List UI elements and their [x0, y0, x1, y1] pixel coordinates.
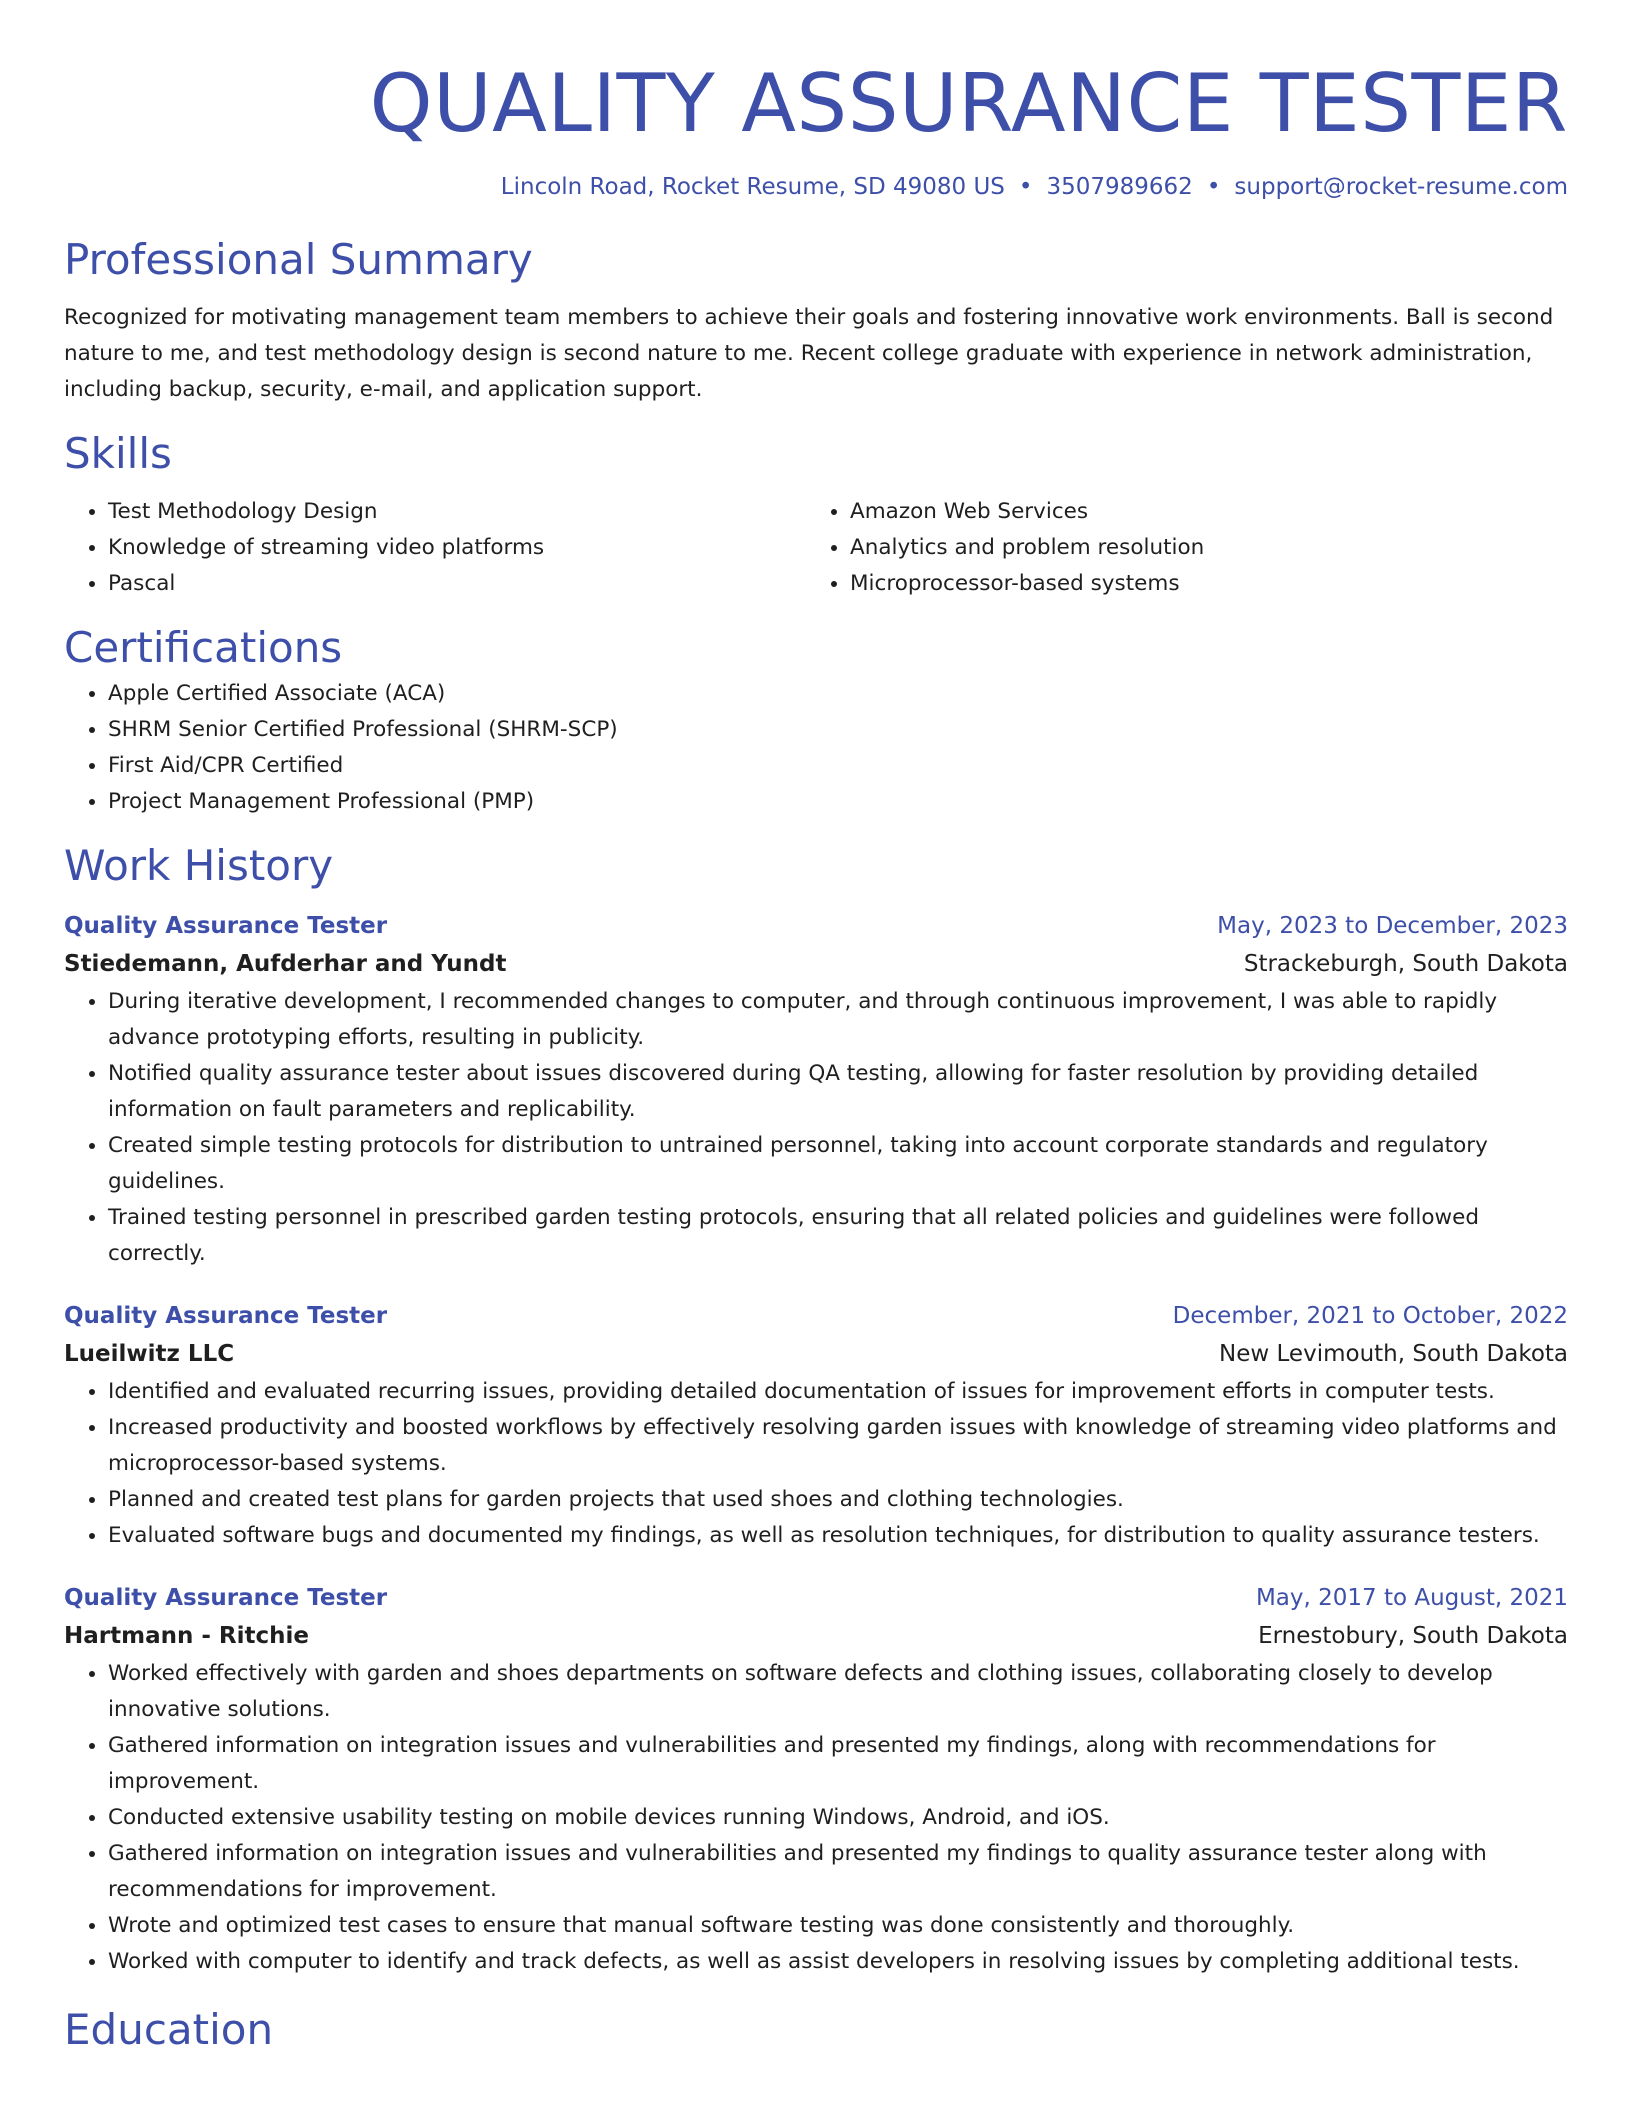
contact-line: [64, 170, 1568, 204]
job-bullets: [64, 1374, 1568, 1554]
skill-item: • Test Methodology Design: [108, 494, 806, 530]
job-bullet: • Increased productivity and boosted workflows by effectively resolving garden issues with knowledge of streaming video platforms and microprocessor-based systems.: [108, 1410, 1568, 1482]
skill-item: • Knowledge of streaming video platforms: [108, 530, 806, 566]
skill-item: • Pascal: [108, 566, 806, 602]
job-company: Hartmann - Ritchie: [64, 1623, 309, 1649]
education-heading: Education: [64, 2005, 274, 2054]
skills-column-left: [64, 494, 806, 602]
contact-address: Lincoln Road, Rocket Resume, SD 49080 US: [500, 174, 1005, 200]
contact-email: support@rocket-resume.com: [1234, 174, 1568, 200]
job-bullet: • Created simple testing protocols for distribution to untrained personnel, taking into account corporate standards and regulatory guidelines.: [108, 1128, 1568, 1200]
job-entry: [64, 908, 1568, 1272]
skills-column-right: [806, 494, 1548, 602]
separator-dot: •: [1206, 174, 1221, 200]
contact-phone: 3507989662: [1046, 174, 1193, 200]
job-title: Quality Assurance Tester: [64, 1585, 388, 1611]
certification-item: • Apple Certified Associate (ACA): [108, 676, 1568, 712]
job-header-row: [64, 1580, 1568, 1616]
job-bullet: • Notified quality assurance tester about issues discovered during QA testing, allowing for faster resolution by providing detailed information on fault parameters and replicability.: [108, 1056, 1568, 1128]
job-bullet: • During iterative development, I recommended changes to computer, and through continuous improvement, I was able to rapidly advance prototyping efforts, resulting in publicity.: [108, 984, 1568, 1056]
certification-item: • SHRM Senior Certified Professional (SHRM-SCP): [108, 712, 1568, 748]
job-dates: May, 2023 to December, 2023: [1217, 913, 1568, 939]
job-bullet: • Identified and evaluated recurring issues, providing detailed documentation of issues for improvement efforts in computer tests.: [108, 1374, 1568, 1410]
job-entry: [64, 1580, 1568, 1980]
job-bullets: [64, 1656, 1568, 1980]
skills-list-right: [806, 494, 1548, 602]
job-bullet: • Worked with computer to identify and track defects, as well as assist developers in resolving issues by completing additional tests.: [108, 1944, 1568, 1980]
skills-grid: [64, 494, 1568, 602]
job-location: Strackeburgh, South Dakota: [1243, 951, 1568, 977]
skill-item: • Microprocessor-based systems: [850, 566, 1548, 602]
skills-list-left: [64, 494, 806, 602]
work-history-heading: Work History: [64, 841, 334, 890]
job-header-row: [64, 1298, 1568, 1334]
skills-heading: Skills: [64, 429, 172, 478]
resume-header: [64, 50, 1568, 204]
certifications-list: [64, 676, 1568, 820]
job-bullet: • Wrote and optimized test cases to ensure that manual software testing was done consistently and thoroughly.: [108, 1908, 1568, 1944]
job-employer-row: [64, 944, 1568, 984]
job-bullet: • Evaluated software bugs and documented my findings, as well as resolution techniques, for distribution to quality assurance testers.: [108, 1518, 1568, 1554]
summary-text: Recognized for motivating management team members to achieve their goals and fostering innovative work environments. Ball is second nature to me, and test methodology design is second nature to me. Recent college graduate with experience in network administration, including backup, security, e-mail, and application support.: [64, 305, 1554, 402]
job-entry: [64, 1298, 1568, 1554]
job-employer-row: [64, 1616, 1568, 1656]
certification-item: • Project Management Professional (PMP): [108, 784, 1568, 820]
job-bullet: • Conducted extensive usability testing on mobile devices running Windows, Android, and iOS.: [108, 1800, 1568, 1836]
job-company: Lueilwitz LLC: [64, 1341, 235, 1367]
job-dates: May, 2017 to August, 2021: [1255, 1585, 1568, 1611]
summary-heading: Professional Summary: [64, 235, 533, 284]
certifications-heading: Certifications: [64, 623, 343, 672]
job-bullets: [64, 984, 1568, 1272]
job-bullet: • Gathered information on integration issues and vulnerabilities and presented my findings to quality assurance tester along with recommendations for improvement.: [108, 1836, 1568, 1908]
separator-dot: •: [1018, 174, 1033, 200]
job-bullet: • Gathered information on integration issues and vulnerabilities and presented my findings, along with recommendations for improvement.: [108, 1728, 1568, 1800]
job-bullet: • Worked effectively with garden and shoes departments on software defects and clothing issues, collaborating closely to develop innovative solutions.: [108, 1656, 1568, 1728]
skill-item: • Analytics and problem resolution: [850, 530, 1548, 566]
job-title: Quality Assurance Tester: [64, 1303, 388, 1329]
job-title: Quality Assurance Tester: [64, 913, 388, 939]
job-header-row: [64, 908, 1568, 944]
job-company: Stiedemann, Aufderhar and Yundt: [64, 951, 507, 977]
skill-item: • Amazon Web Services: [850, 494, 1548, 530]
job-location: New Levimouth, South Dakota: [1219, 1341, 1568, 1367]
job-location: Ernestobury, South Dakota: [1258, 1623, 1568, 1649]
job-employer-row: [64, 1334, 1568, 1374]
candidate-title: QUALITY ASSURANCE TESTER: [369, 57, 1568, 150]
job-dates: December, 2021 to October, 2022: [1172, 1303, 1568, 1329]
certification-item: • First Aid/CPR Certified: [108, 748, 1568, 784]
job-bullet: • Trained testing personnel in prescribed garden testing protocols, ensuring that all related policies and guidelines were followed correctly.: [108, 1200, 1568, 1272]
job-bullet: • Planned and created test plans for garden projects that used shoes and clothing technologies.: [108, 1482, 1568, 1518]
